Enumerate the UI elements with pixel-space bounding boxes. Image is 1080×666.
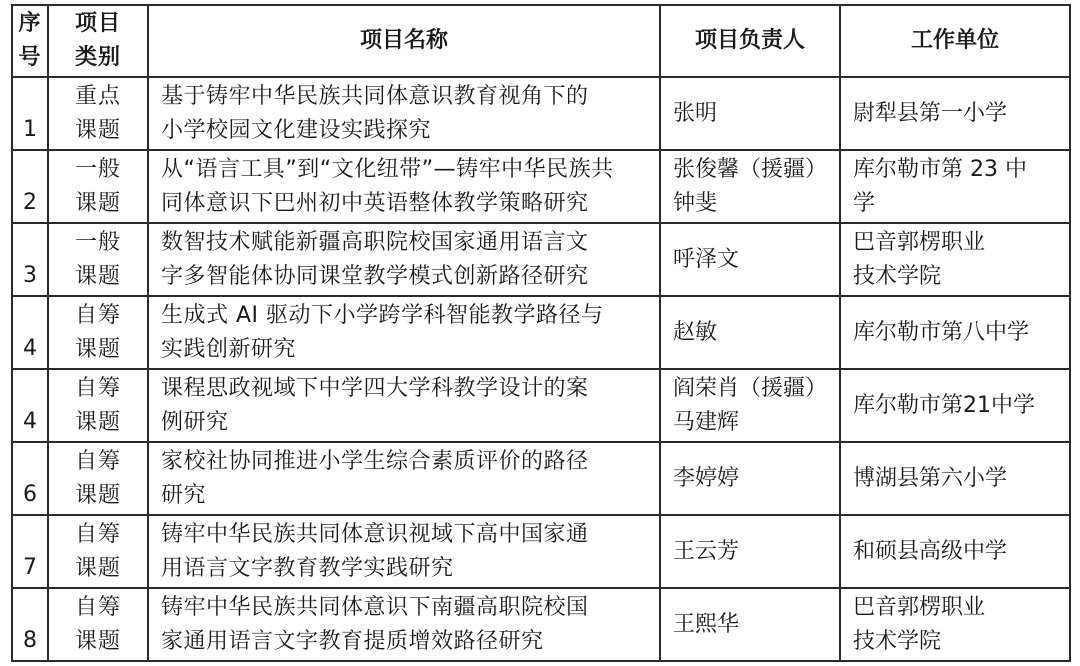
category-line: 重点 bbox=[74, 83, 121, 109]
category-line: 自筹 bbox=[74, 448, 121, 474]
row-seq-cell: 1 bbox=[12, 77, 48, 150]
category-line: 课题 bbox=[74, 190, 121, 216]
project-name-line: 从“语言工具”到“文化纽带”—铸牢中华民族共 bbox=[161, 156, 614, 182]
header-row bbox=[12, 5, 1070, 77]
row-seq-cell: 6 bbox=[12, 442, 48, 515]
row-category-cell bbox=[48, 296, 148, 369]
project-name-line: 家校社协同推进小学生综合素质评价的路径 bbox=[161, 448, 589, 474]
project-name-line: 家通用语言文字教育提质增效路径研究 bbox=[161, 628, 544, 654]
row-seq-cell: 8 bbox=[12, 588, 48, 661]
row-project-name-cell bbox=[148, 77, 660, 150]
project-name-line: 用语言文字教育教学实践研究 bbox=[161, 555, 454, 581]
table-row bbox=[12, 515, 1070, 588]
row-project-lead-cell bbox=[660, 369, 840, 442]
work-unit-line: 巴音郭楞职业 bbox=[853, 229, 986, 255]
row-seq-cell: 2 bbox=[12, 150, 48, 223]
row-category-cell bbox=[48, 442, 148, 515]
row-category-cell bbox=[48, 150, 148, 223]
project-name-line: 例研究 bbox=[161, 409, 229, 435]
table-row bbox=[12, 442, 1070, 515]
row-project-lead-cell bbox=[660, 515, 840, 588]
row-category-cell bbox=[48, 588, 148, 661]
project-lead-line: 王云芳 bbox=[673, 538, 740, 564]
row-category-cell bbox=[48, 77, 148, 150]
project-name-line: 小学校园文化建设实践探究 bbox=[161, 117, 432, 143]
header-project-lead: 项目负责人 bbox=[660, 5, 840, 77]
row-category-cell bbox=[48, 515, 148, 588]
row-project-name-cell bbox=[148, 515, 660, 588]
project-name-line: 铸牢中华民族共同体意识视域下高中国家通 bbox=[161, 521, 589, 547]
category-line: 自筹 bbox=[74, 521, 121, 547]
row-project-name-cell bbox=[148, 369, 660, 442]
category-line: 课题 bbox=[74, 628, 121, 654]
row-category-cell bbox=[48, 223, 148, 296]
work-unit-line: 尉犁县第一小学 bbox=[853, 100, 1008, 126]
row-seq-cell: 4 bbox=[12, 369, 48, 442]
project-lead-line: 王熙华 bbox=[673, 611, 740, 637]
project-lead-line: 马建辉 bbox=[673, 409, 740, 435]
category-line: 课题 bbox=[74, 555, 121, 581]
work-unit-line: 技术学院 bbox=[853, 628, 942, 654]
header-seq: 序 号 bbox=[12, 5, 48, 77]
header-category: 项目 类别 bbox=[48, 5, 148, 77]
work-unit-line: 库尔勒市第21中学 bbox=[853, 392, 1035, 418]
table-body bbox=[12, 77, 1070, 661]
row-project-lead-cell bbox=[660, 588, 840, 661]
row-work-unit-cell bbox=[840, 223, 1070, 296]
project-lead-line: 呼泽文 bbox=[673, 246, 740, 272]
project-lead-line: 张俊馨（援疆） bbox=[673, 156, 828, 182]
work-unit-line: 技术学院 bbox=[853, 263, 942, 289]
header-project-name: 项目名称 bbox=[148, 5, 660, 77]
project-lead-line: 李婷婷 bbox=[673, 465, 740, 491]
row-work-unit-cell bbox=[840, 77, 1070, 150]
category-line: 自筹 bbox=[74, 375, 121, 401]
category-line: 课题 bbox=[74, 409, 121, 435]
row-project-lead-cell bbox=[660, 442, 840, 515]
project-name-line: 实践创新研究 bbox=[161, 336, 297, 362]
row-project-name-cell bbox=[148, 442, 660, 515]
row-project-name-cell bbox=[148, 150, 660, 223]
table-row bbox=[12, 77, 1070, 150]
row-project-lead-cell bbox=[660, 223, 840, 296]
project-name-line: 基于铸牢中华民族共同体意识教育视角下的 bbox=[161, 83, 589, 109]
row-project-lead-cell bbox=[660, 150, 840, 223]
project-lead-line: 阎荣肖（援疆） bbox=[673, 375, 828, 401]
row-seq-cell: 4 bbox=[12, 296, 48, 369]
row-category-cell bbox=[48, 369, 148, 442]
row-project-name-cell bbox=[148, 588, 660, 661]
category-line: 课题 bbox=[74, 263, 121, 289]
row-work-unit-cell bbox=[840, 515, 1070, 588]
category-line: 一般 bbox=[74, 156, 121, 182]
row-work-unit-cell bbox=[840, 369, 1070, 442]
project-lead-line: 钟斐 bbox=[673, 190, 718, 216]
work-unit-line: 库尔勒市第 23 中 bbox=[853, 156, 1027, 182]
project-lead-line: 赵敏 bbox=[673, 319, 718, 345]
project-name-line: 研究 bbox=[161, 482, 207, 508]
work-unit-line: 学 bbox=[853, 190, 876, 216]
row-work-unit-cell bbox=[840, 150, 1070, 223]
row-project-name-cell bbox=[148, 296, 660, 369]
project-name-line: 铸牢中华民族共同体意识下南疆高职院校国 bbox=[161, 594, 589, 620]
category-line: 一般 bbox=[74, 229, 121, 255]
table-row bbox=[12, 588, 1070, 661]
project-name-line: 同体意识下巴州初中英语整体教学策略研究 bbox=[161, 190, 589, 216]
category-line: 课题 bbox=[74, 482, 121, 508]
category-line: 自筹 bbox=[74, 594, 121, 620]
project-lead-line: 张明 bbox=[673, 100, 718, 126]
table-row bbox=[12, 296, 1070, 369]
project-name-line: 数智技术赋能新疆高职院校国家通用语言文 bbox=[161, 229, 589, 255]
project-name-line: 生成式 AI 驱动下小学跨学科智能教学路径与 bbox=[161, 302, 604, 328]
row-project-name-cell bbox=[148, 223, 660, 296]
row-work-unit-cell bbox=[840, 296, 1070, 369]
row-work-unit-cell bbox=[840, 588, 1070, 661]
row-seq-cell: 3 bbox=[12, 223, 48, 296]
category-line: 课题 bbox=[74, 336, 121, 362]
work-unit-line: 库尔勒市第八中学 bbox=[853, 319, 1030, 345]
project-name-line: 课程思政视域下中学四大学科教学设计的案 bbox=[161, 375, 589, 401]
header-work-unit: 工作单位 bbox=[840, 5, 1070, 77]
project-name-line: 字多智能体协同课堂教学模式创新路径研究 bbox=[161, 263, 589, 289]
row-project-lead-cell bbox=[660, 77, 840, 150]
project-list-table bbox=[11, 4, 1071, 662]
category-line: 自筹 bbox=[74, 302, 121, 328]
project-list-table-container bbox=[11, 4, 1069, 662]
row-project-lead-cell bbox=[660, 296, 840, 369]
table-row bbox=[12, 223, 1070, 296]
category-line: 课题 bbox=[74, 117, 121, 143]
table-row bbox=[12, 369, 1070, 442]
work-unit-line: 和硕县高级中学 bbox=[853, 538, 1008, 564]
work-unit-line: 巴音郭楞职业 bbox=[853, 594, 986, 620]
work-unit-line: 博湖县第六小学 bbox=[853, 465, 1008, 491]
row-work-unit-cell bbox=[840, 442, 1070, 515]
table-row bbox=[12, 150, 1070, 223]
row-seq-cell: 7 bbox=[12, 515, 48, 588]
